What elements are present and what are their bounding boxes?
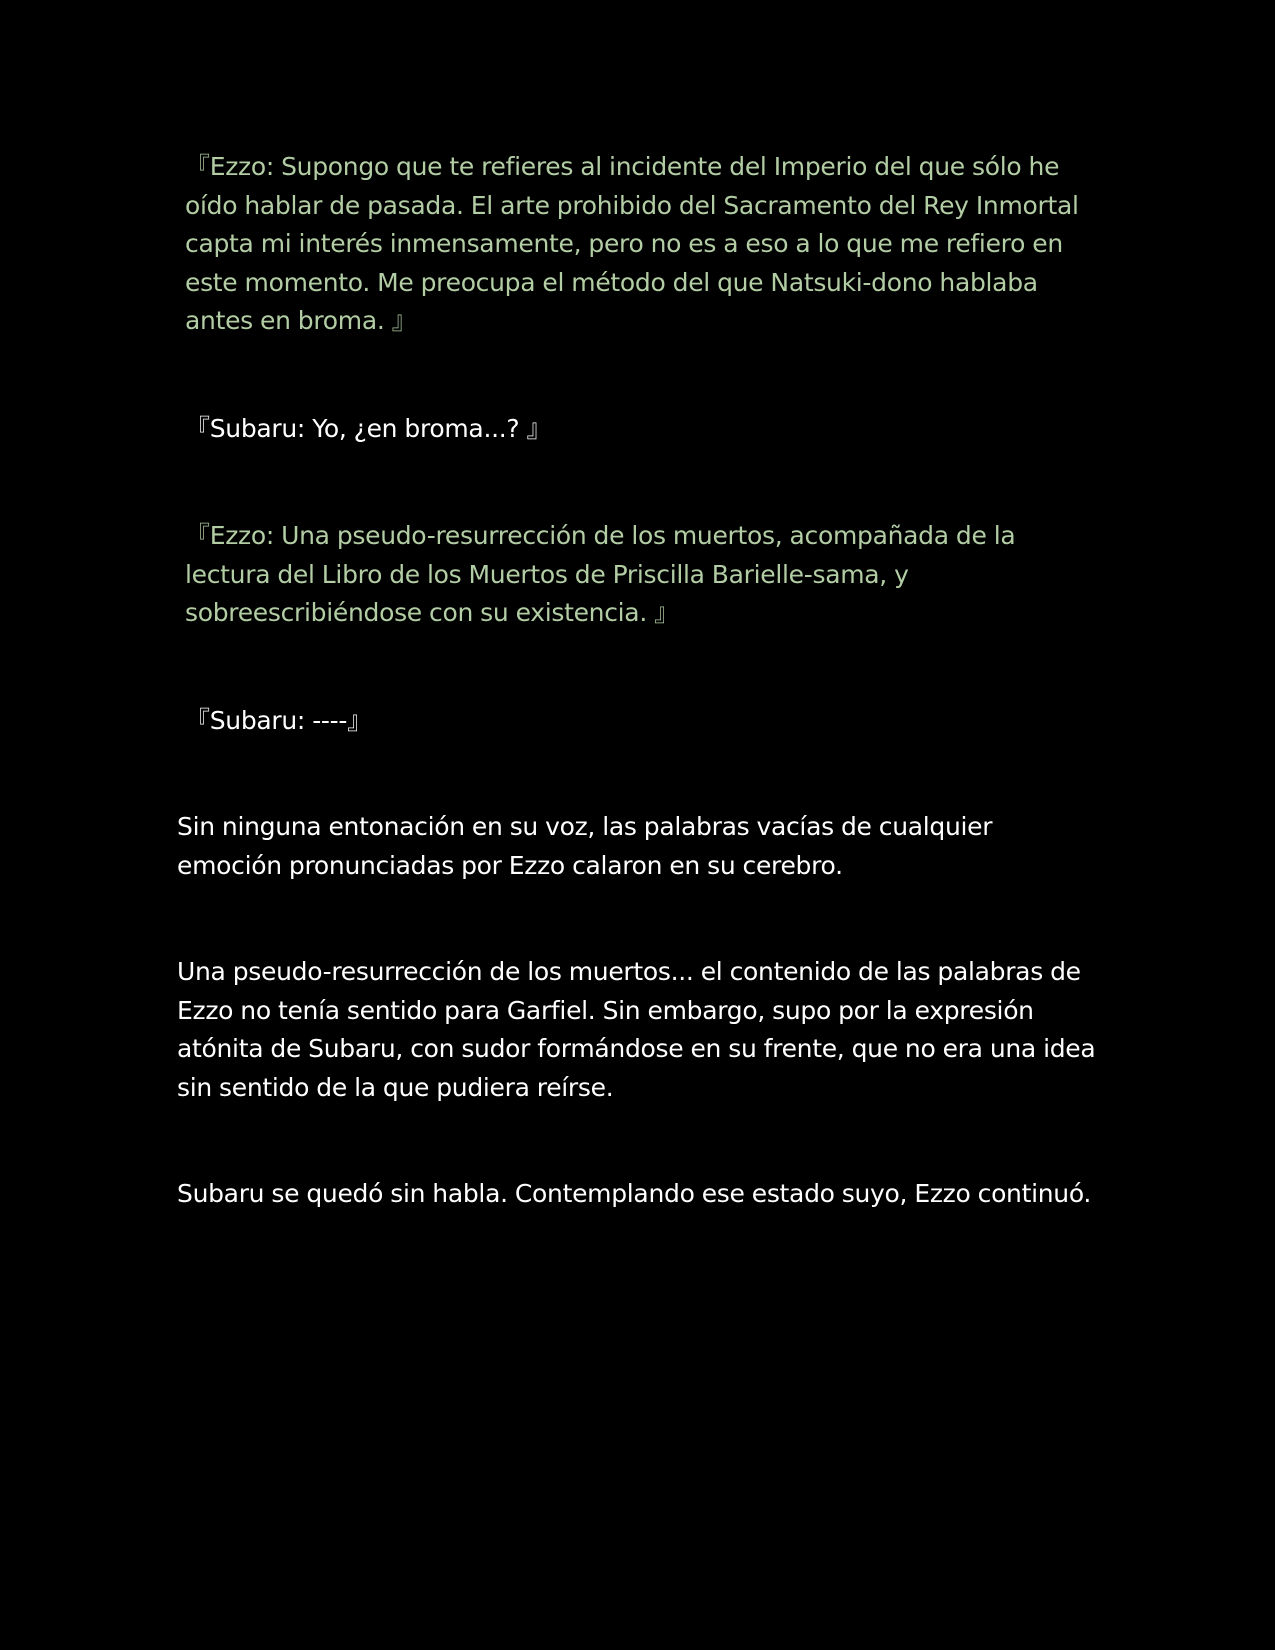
subaru-dialogue-1: 『Subaru: Yo, ¿en broma...? 』 <box>185 413 552 443</box>
narration-paragraph-1: Sin ninguna entonación en su voz, las palabras vacías de cualquier emoción pronunciadas por Ezzo calaron en su cerebro. <box>177 812 993 880</box>
document-page <box>177 148 1097 1214</box>
ezzo-dialogue-1: 『Ezzo: Supongo que te refieres al incidente del Imperio del que sólo he oído hablar de pasada. El arte prohibido del Sacramento del Rey Inmortal capta mi interés inmensamente, pero no es a eso a lo que me refiero en este momento. Me preocupa el método del que Natsuki-dono hablaba antes en broma. 』 <box>185 152 1079 335</box>
subaru-dialogue-2: 『Subaru: ----』 <box>185 705 372 735</box>
ezzo-dialogue-2: 『Ezzo: Una pseudo-resurrección de los muertos, acompañada de la lectura del Libro de los Muertos de Priscilla Barielle-sama, y sobreescribiéndose con su existencia. 』 <box>185 521 1016 627</box>
paragraph-spacer <box>177 448 1097 517</box>
paragraph-spacer <box>177 1107 1097 1175</box>
paragraph-spacer <box>177 885 1097 953</box>
paragraph-spacer <box>177 341 1097 410</box>
narration-paragraph-2: Una pseudo-resurrección de los muertos... el contenido de las palabras de Ezzo no tenía sentido para Garfiel. Sin embargo, supo por la expresión atónita de Subaru, con sudor formándose en su frente, que no era una idea sin sentido de la que pudiera reírse. <box>177 957 1096 1102</box>
paragraph-spacer <box>177 633 1097 702</box>
paragraph-spacer <box>177 740 1097 808</box>
narration-paragraph-3: Subaru se quedó sin habla. Contemplando ese estado suyo, Ezzo continuó. <box>177 1179 1092 1208</box>
